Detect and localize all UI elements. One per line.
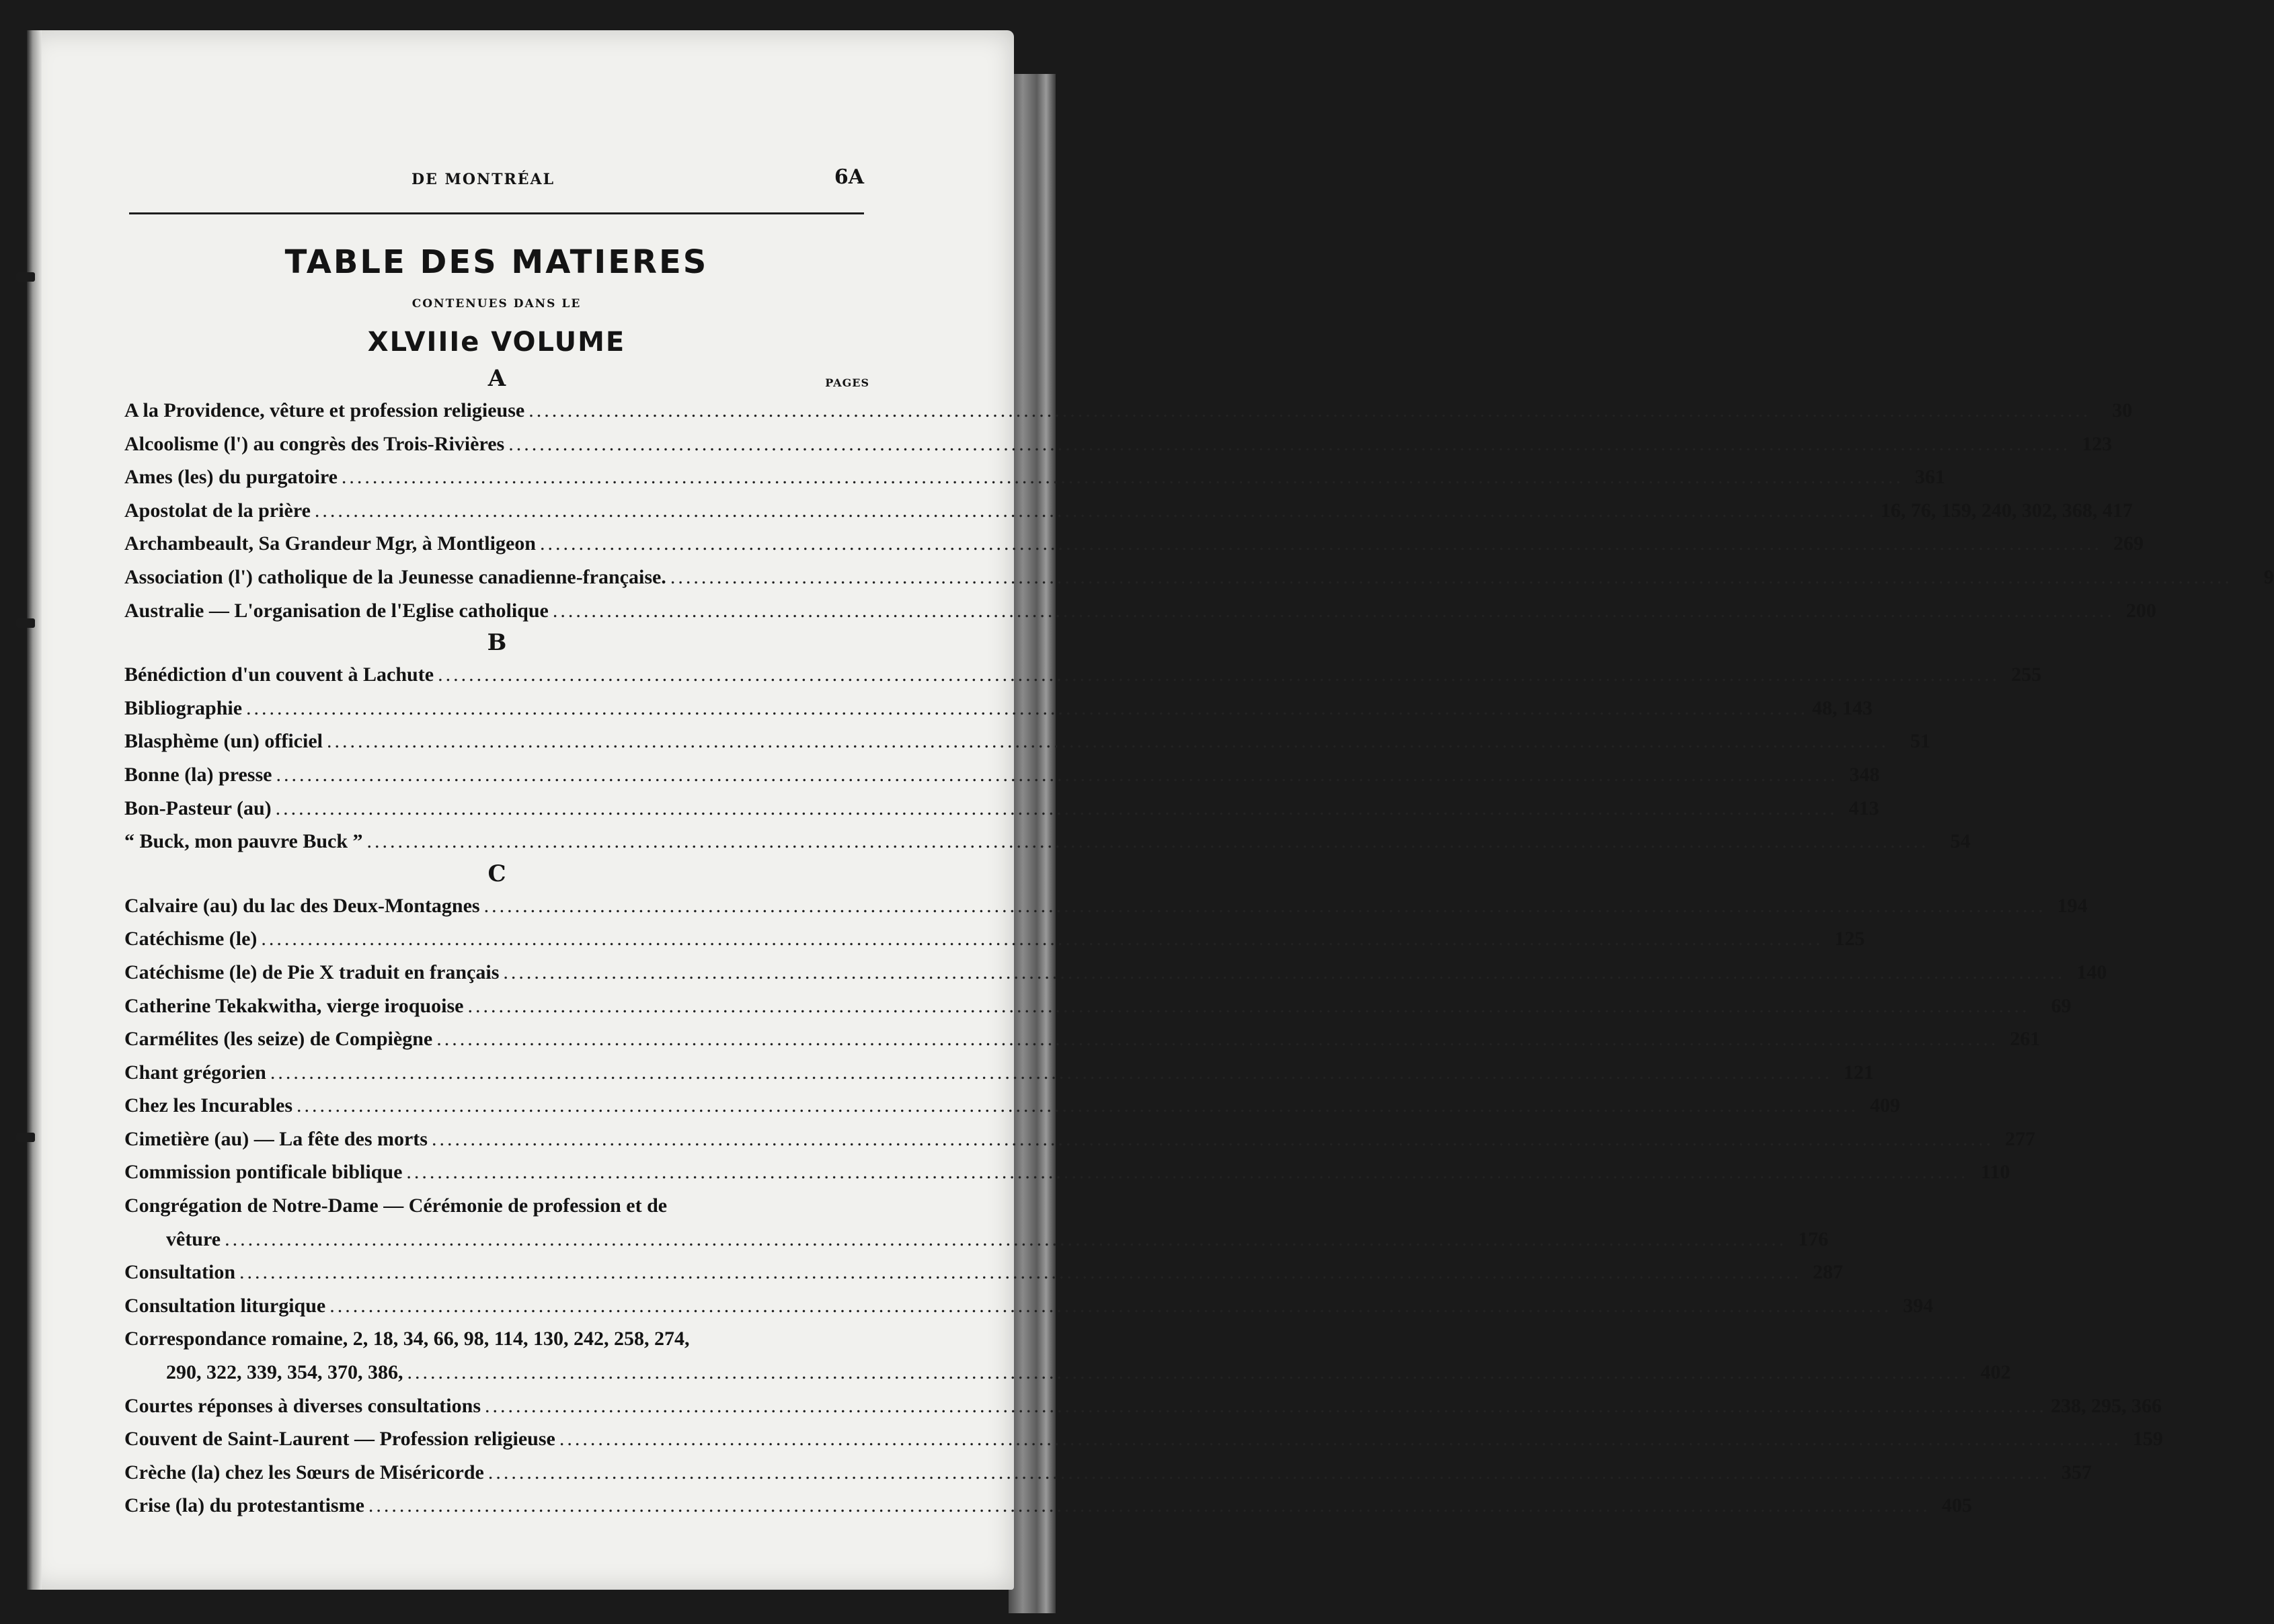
entry-pages: 110 bbox=[1981, 1161, 2010, 1184]
entry-title: Carmélites (les seize) de Compiègne bbox=[124, 1028, 433, 1051]
entry-title: Catéchisme (le) bbox=[124, 928, 258, 950]
leader-dots: .......................................................................................................................................................................................................... bbox=[487, 1461, 2050, 1484]
entry-title: Australie — L'organisation de l'Eglise catholique bbox=[124, 599, 549, 622]
entry-title: Bénédiction d'un couvent à Lachute bbox=[124, 663, 434, 686]
toc-entry bbox=[124, 922, 1865, 956]
entry-title: Archambeault, Sa Grandeur Mgr, à Montligeon bbox=[124, 532, 536, 555]
running-title: DE MONTRÉAL bbox=[411, 171, 555, 188]
entry-pages: 269 bbox=[2113, 532, 2144, 555]
leader-dots: .......................................................................................................................................................................................................... bbox=[407, 1361, 1969, 1384]
toc-entry bbox=[124, 1389, 2162, 1423]
leader-dots: .......................................................................................................................................................................................................... bbox=[438, 663, 2000, 686]
table-of-contents bbox=[124, 363, 2274, 1522]
toc-entry bbox=[124, 1089, 1900, 1123]
leader-dots: .......................................................................................................................................................................................................... bbox=[261, 928, 1824, 950]
toc-entry bbox=[124, 1056, 1874, 1090]
leader-dots: .......................................................................................................................................................................................................... bbox=[276, 763, 1838, 786]
leader-dots: .......................................................................................................................................................................................................... bbox=[329, 1294, 1892, 1317]
entry-pages: 261 bbox=[2010, 1028, 2041, 1051]
entry-pages: 69 bbox=[2051, 994, 2072, 1017]
entry-title: Bon-Pasteur (au) bbox=[124, 797, 272, 819]
entry-title: Apostolat de la prière bbox=[124, 499, 311, 522]
entry-title: Ames (les) du purgatoire bbox=[124, 466, 338, 489]
entry-title: Congrégation de Notre-Dame — Cérémonie de profession et de bbox=[124, 1194, 668, 1217]
entry-pages: 48, 143 bbox=[1812, 696, 1873, 719]
toc-entry bbox=[124, 825, 1971, 858]
pages-column-label: PAGES bbox=[825, 376, 869, 389]
leader-dots: .......................................................................................................................................................................................................... bbox=[341, 466, 1904, 489]
entry-title: Cimetière (au) — La fête des morts bbox=[124, 1127, 428, 1150]
running-header bbox=[129, 165, 864, 195]
toc-entry bbox=[124, 594, 2156, 628]
toc-entry bbox=[124, 956, 2107, 989]
entry-title: A la Providence, vêture et profession religieuse bbox=[124, 399, 525, 421]
leader-dots: .......................................................................................................................................................................................................... bbox=[366, 830, 1929, 853]
entry-pages: 413 bbox=[1848, 797, 1879, 819]
toc-entry bbox=[124, 889, 2088, 923]
entry-pages: 140 bbox=[2076, 961, 2107, 983]
leader-dots: .......................................................................................................................................................................................................... bbox=[436, 1028, 1999, 1051]
entry-title: Bibliographie bbox=[124, 696, 243, 719]
leader-dots: .......................................................................................................................................................................................................... bbox=[552, 599, 2115, 622]
entry-pages: 200 bbox=[2125, 599, 2156, 622]
entry-pages: 287 bbox=[1813, 1261, 1844, 1284]
entry-pages: 30 bbox=[2112, 399, 2133, 421]
entry-pages: 54 bbox=[1950, 830, 1971, 853]
entry-pages: 255 bbox=[2011, 663, 2042, 686]
entry-pages: 194 bbox=[2057, 894, 2088, 917]
toc-entry bbox=[124, 1456, 2092, 1490]
leader-dots: .......................................................................................................................................................................................................... bbox=[559, 1428, 2121, 1451]
toc-entry bbox=[124, 1223, 1829, 1256]
entry-pages: 361 bbox=[1914, 466, 1945, 489]
toc-entry bbox=[124, 394, 2133, 428]
entry-pages: 348 bbox=[1849, 763, 1880, 786]
header-rule bbox=[129, 212, 864, 214]
entry-title: Consultation bbox=[124, 1261, 236, 1284]
book-binding bbox=[27, 30, 42, 1590]
leader-dots: .......................................................................................................................................................................................................... bbox=[368, 1494, 1930, 1517]
page-title: TABLE DES MATIERES bbox=[284, 243, 709, 281]
toc-entry bbox=[124, 494, 2133, 528]
entry-pages: 277 bbox=[2004, 1127, 2035, 1150]
page-number: 6A bbox=[834, 165, 864, 189]
toc-entry bbox=[124, 792, 1879, 825]
toc-entry bbox=[124, 758, 1880, 792]
entry-pages: 357 bbox=[2061, 1461, 2092, 1484]
section-letter: C bbox=[487, 860, 506, 887]
entry-title: Courtes réponses à diverses consultations bbox=[124, 1394, 481, 1417]
entry-title: Couvent de Saint-Laurent — Profession religieuse bbox=[124, 1428, 555, 1451]
entry-pages: 159 bbox=[2132, 1428, 2163, 1451]
toc-entry bbox=[124, 527, 2144, 561]
entry-title: Association (l') catholique de la Jeunesse canadienne-française. bbox=[124, 565, 666, 588]
leader-dots: .......................................................................................................................................................................................................... bbox=[483, 894, 2046, 917]
binding-stitch bbox=[16, 272, 35, 282]
leader-dots: .......................................................................................................................................................................................................... bbox=[314, 499, 1877, 522]
binding-stitch bbox=[16, 1133, 35, 1142]
leader-dots: .......................................................................................................................................................................................................... bbox=[485, 1394, 2047, 1417]
leader-dots: .......................................................................................................................................................................................................... bbox=[275, 797, 1838, 819]
entry-pages: 405 bbox=[1941, 1494, 1972, 1517]
leader-dots: .......................................................................................................................................................................................................... bbox=[539, 532, 2102, 555]
entry-title: Alcoolisme (l') au congrès des Trois-Rivières bbox=[124, 432, 505, 455]
toc-entry bbox=[124, 1155, 2010, 1189]
leader-dots: .......................................................................................................................................................................................................... bbox=[503, 961, 2066, 983]
leader-dots: .......................................................................................................................................................................................................... bbox=[297, 1094, 1858, 1117]
leader-dots: .......................................................................................................................................................................................................... bbox=[528, 399, 2091, 421]
entry-pages: 125 bbox=[1834, 928, 1865, 950]
entry-pages: 238, 295, 366 bbox=[2051, 1394, 2162, 1417]
entry-pages: 176 bbox=[1798, 1227, 1829, 1250]
entry-title: Chant grégorien bbox=[124, 1061, 266, 1084]
leader-dots: .......................................................................................................................................................................................................... bbox=[225, 1227, 1787, 1250]
toc-entry bbox=[124, 428, 2113, 461]
entry-title: Chez les Incurables bbox=[124, 1094, 292, 1117]
toc-entry bbox=[124, 692, 1873, 725]
toc-entry bbox=[124, 989, 2072, 1023]
toc-entry bbox=[124, 561, 2274, 594]
entry-title: Crèche (la) chez les Sœurs de Miséricorde bbox=[124, 1461, 484, 1484]
section-letter: A bbox=[487, 365, 506, 392]
entry-title: Consultation liturgique bbox=[124, 1294, 326, 1317]
entry-pages: 9 bbox=[2263, 565, 2274, 588]
entry-pages: 121 bbox=[1843, 1061, 1874, 1084]
entry-pages: 51 bbox=[1910, 730, 1930, 753]
entry-pages: 402 bbox=[1980, 1361, 2011, 1384]
entry-title: Correspondance romaine, 2, 18, 34, 66, 98, 114, 130, 242, 258, 274, bbox=[124, 1328, 690, 1350]
entry-pages: 394 bbox=[1903, 1294, 1934, 1317]
toc-entry bbox=[124, 1022, 2041, 1056]
toc-entry bbox=[124, 1422, 2163, 1456]
entry-title: “ Buck, mon pauvre Buck ” bbox=[124, 830, 363, 853]
entry-title: vêture bbox=[166, 1227, 221, 1250]
entry-title: Commission pontificale biblique bbox=[124, 1161, 403, 1184]
toc-entry bbox=[124, 1123, 2035, 1156]
leader-dots: .......................................................................................................................................................................................................... bbox=[239, 1261, 1802, 1284]
leader-dots: .......................................................................................................................................................................................................... bbox=[431, 1127, 1994, 1150]
entry-title: Calvaire (au) du lac des Deux-Montagnes bbox=[124, 894, 480, 917]
leader-dots: .......................................................................................................................................................................................................... bbox=[270, 1061, 1832, 1084]
leader-dots: .......................................................................................................................................................................................................... bbox=[467, 994, 2030, 1017]
entry-title: Crise (la) du protestantisme bbox=[124, 1494, 364, 1517]
toc-entry bbox=[124, 460, 1945, 494]
section-letter: B bbox=[487, 629, 507, 657]
toc-entry bbox=[124, 1489, 1972, 1522]
entry-pages: 409 bbox=[1870, 1094, 1900, 1117]
toc-entry bbox=[124, 725, 1930, 758]
leader-dots: .......................................................................................................................................................................................................... bbox=[406, 1161, 1969, 1184]
leader-dots: .......................................................................................................................................................................................................... bbox=[508, 432, 2071, 455]
toc-entry bbox=[124, 1256, 1844, 1289]
page-subtitle: CONTENUES DANS LE bbox=[411, 297, 582, 311]
entry-title: Bonne (la) presse bbox=[124, 763, 272, 786]
leader-dots: .......................................................................................................................................................................................................... bbox=[246, 696, 1809, 719]
binding-stitch bbox=[16, 618, 35, 628]
entry-title: Blasphème (un) officiel bbox=[124, 730, 323, 753]
volume-title: XLVIIIe VOLUME bbox=[367, 327, 626, 358]
toc-entry bbox=[124, 658, 2042, 692]
entry-title: 290, 322, 339, 354, 370, 386, bbox=[166, 1361, 403, 1384]
leader-dots: .......................................................................................................................................................................................................... bbox=[326, 730, 1889, 753]
entry-pages: 16, 76, 159, 240, 302, 368, 417 bbox=[1880, 499, 2133, 522]
toc-entry bbox=[124, 1356, 2011, 1389]
toc-entry bbox=[124, 1289, 1934, 1323]
entry-title: Catéchisme (le) de Pie X traduit en français bbox=[124, 961, 500, 983]
entry-title: Catherine Tekakwitha, vierge iroquoise bbox=[124, 994, 464, 1017]
leader-dots: .......................................................................................................................................................................................................... bbox=[670, 565, 2232, 588]
entry-pages: 123 bbox=[2082, 432, 2113, 455]
